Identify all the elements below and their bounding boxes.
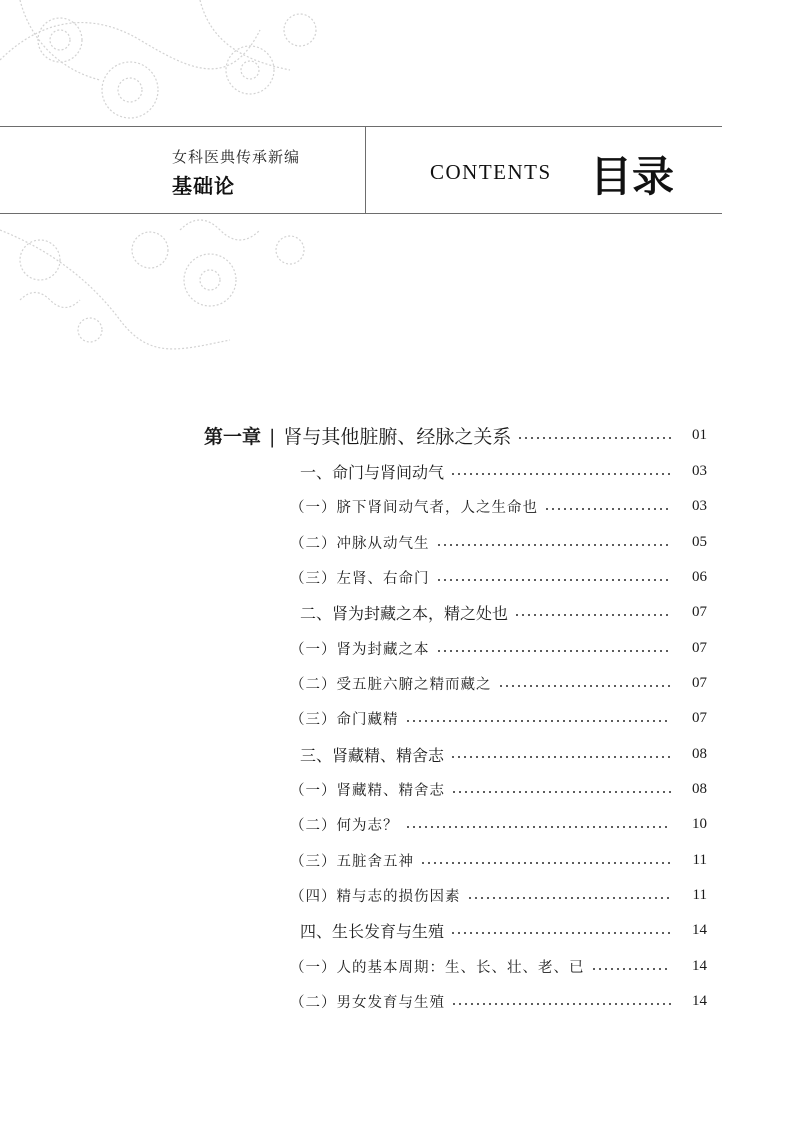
leader-dots (436, 544, 672, 546)
entry-label: 四、生长发育与生殖 (300, 921, 445, 941)
chapter-separator: | (269, 425, 276, 448)
entry-label: 二、肾为封藏之本，精之处也 (300, 603, 509, 623)
entry-page-number: 05 (692, 533, 707, 550)
toc-section-entry[interactable] (300, 917, 707, 943)
toc-section-entry[interactable] (300, 458, 707, 484)
leader-dots (591, 968, 672, 970)
toc-subsection-entry[interactable] (290, 670, 707, 696)
leader-dots (517, 437, 671, 439)
toc-subsection-entry[interactable] (290, 493, 707, 519)
leader-dots (450, 756, 671, 758)
toc-subsection-entry[interactable] (290, 988, 707, 1014)
entry-label: （三）命门藏精 (290, 711, 399, 728)
entry-page-number: 14 (692, 957, 707, 974)
entry-page-number: 10 (692, 815, 707, 832)
entry-page-number: 07 (692, 639, 707, 656)
entry-label: （三）左肾、右命门 (290, 570, 430, 587)
leader-dots (544, 508, 671, 510)
entry-page-number: 03 (692, 497, 707, 514)
entry-label: 三、肾藏精、精舍志 (300, 745, 445, 765)
book-title: 基础论 (172, 174, 235, 198)
contents-heading-cn: 目录 (590, 152, 675, 201)
entry-label: （二）何为志？ (290, 817, 399, 834)
entry-page-number: 08 (692, 780, 707, 797)
entry-page-number: 14 (692, 921, 707, 938)
leader-dots (420, 862, 671, 864)
leader-dots (436, 579, 672, 581)
entry-label: （一）肾为封藏之本 (290, 641, 430, 658)
toc-subsection-entry[interactable] (290, 635, 707, 661)
leader-dots (405, 720, 672, 722)
entry-label: （一）脐下肾间动气者，人之生命也 (290, 499, 538, 516)
chapter-title: 肾与其他脏腑、经脉之关系 (283, 425, 512, 448)
entry-label: （二）冲脉从动气生 (290, 535, 430, 552)
toc-subsection-entry[interactable] (290, 529, 707, 555)
entry-label: （一）肾藏精、精舍志 (290, 782, 445, 799)
chapter-number: 第一章 (204, 425, 262, 448)
entry-page-number: 07 (692, 709, 707, 726)
toc-subsection-entry[interactable] (290, 847, 707, 873)
leader-dots (436, 650, 672, 652)
entry-label: （一）人的基本周期：生、长、壮、老、已 (290, 959, 585, 976)
entry-label: （二）受五脏六腑之精而藏之 (290, 676, 492, 693)
leader-dots (467, 897, 672, 899)
entry-page-number: 06 (692, 568, 707, 585)
series-title: 女科医典传承新编 (172, 148, 301, 166)
chapter-page-number: 01 (692, 426, 707, 443)
toc-section-entry[interactable] (300, 599, 707, 625)
entry-page-number: 11 (692, 886, 707, 903)
toc-subsection-entry[interactable] (290, 776, 707, 802)
toc-chapter-entry[interactable] (204, 422, 707, 448)
toc-subsection-entry[interactable] (290, 953, 707, 979)
entry-page-number: 07 (692, 674, 707, 691)
toc-subsection-entry[interactable] (290, 705, 707, 731)
entry-page-number: 08 (692, 745, 707, 762)
leader-dots (451, 1003, 671, 1005)
toc-subsection-entry[interactable] (290, 882, 707, 908)
toc-section-entry[interactable] (300, 741, 707, 767)
leader-dots (450, 473, 671, 475)
entry-label: 一、命门与肾间动气 (300, 462, 445, 482)
entry-label: （三）五脏舍五神 (290, 853, 414, 870)
entry-label: （四）精与志的损伤因素 (290, 888, 461, 905)
toc-subsection-entry[interactable] (290, 811, 707, 837)
contents-heading-en: CONTENTS (430, 160, 552, 184)
leader-dots (450, 932, 671, 934)
toc-subsection-entry[interactable] (290, 564, 707, 590)
leader-dots (498, 685, 672, 687)
entry-page-number: 14 (692, 992, 707, 1009)
leader-dots (514, 614, 671, 616)
entry-page-number: 03 (692, 462, 707, 479)
leader-dots (405, 826, 672, 828)
leader-dots (451, 791, 671, 793)
entry-label: （二）男女发育与生殖 (290, 994, 445, 1011)
entry-page-number: 07 (692, 603, 707, 620)
entry-page-number: 11 (692, 851, 707, 868)
